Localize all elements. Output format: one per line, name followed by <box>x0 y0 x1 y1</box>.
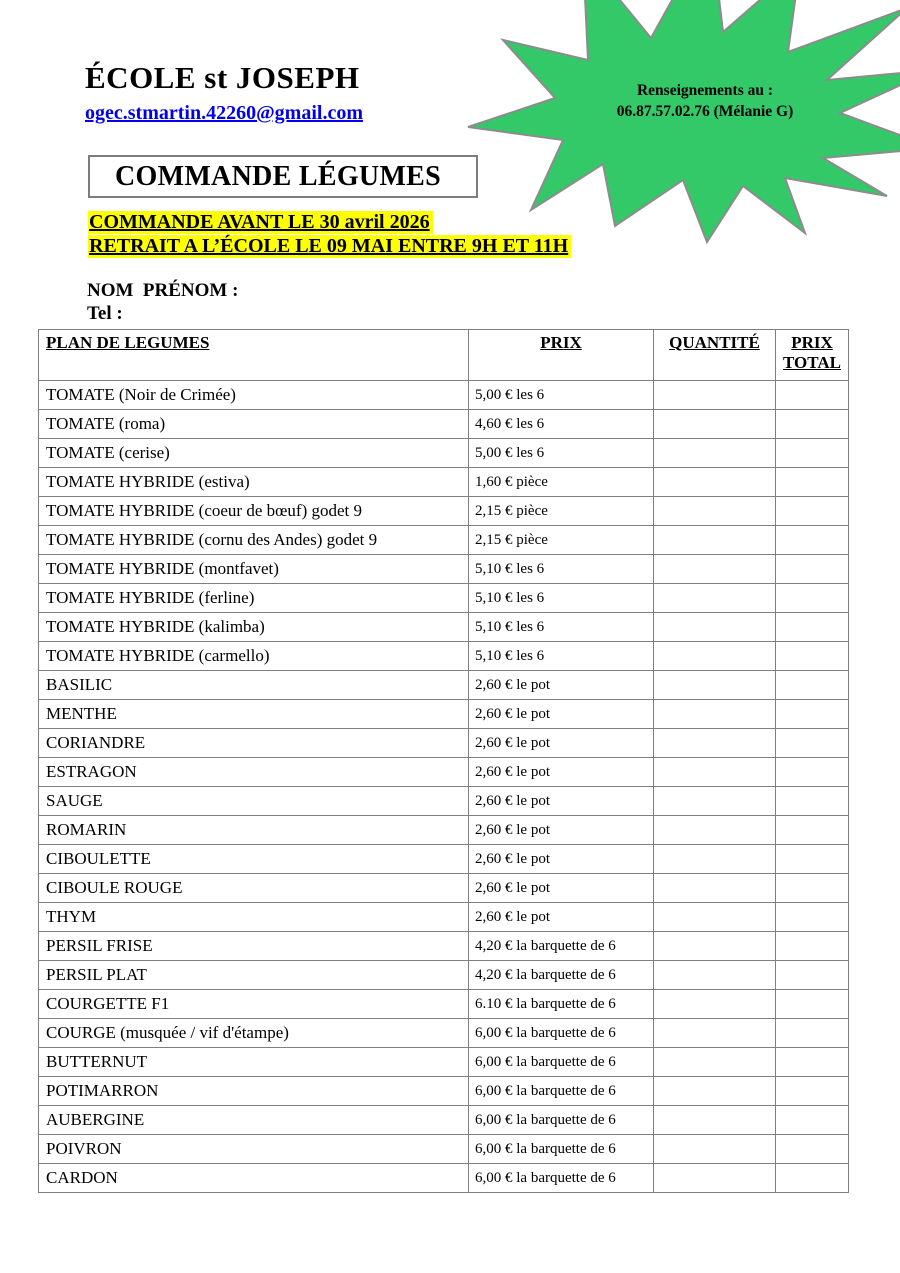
notice-line-pickup: RETRAIT A L’ÉCOLE LE 09 MAI ENTRE 9H ET 11H <box>88 234 571 258</box>
item-cell: TOMATE HYBRIDE (montfavet) <box>39 555 469 584</box>
item-cell: AUBERGINE <box>39 1106 469 1135</box>
page-title: ÉCOLE st JOSEPH <box>85 60 360 95</box>
total-cell <box>776 932 849 961</box>
table-row <box>39 584 849 613</box>
quantity-cell <box>654 845 776 874</box>
item-cell: BUTTERNUT <box>39 1048 469 1077</box>
quantity-cell <box>654 526 776 555</box>
header-plan-de-legumes: PLAN DE LEGUMES <box>39 330 469 381</box>
table-row <box>39 1135 849 1164</box>
order-table <box>38 329 849 1193</box>
table-row <box>39 990 849 1019</box>
price-cell: 2,15 € pièce <box>469 526 654 555</box>
quantity-cell <box>654 932 776 961</box>
table-row <box>39 700 849 729</box>
quantity-cell <box>654 903 776 932</box>
price-cell: 6,00 € la barquette de 6 <box>469 1048 654 1077</box>
total-cell <box>776 758 849 787</box>
quantity-cell <box>654 410 776 439</box>
total-cell <box>776 1106 849 1135</box>
quantity-cell <box>654 613 776 642</box>
price-cell: 2,60 € le pot <box>469 700 654 729</box>
total-cell <box>776 381 849 410</box>
price-cell: 6,00 € la barquette de 6 <box>469 1106 654 1135</box>
quantity-cell <box>654 439 776 468</box>
quantity-cell <box>654 1019 776 1048</box>
price-cell: 4,20 € la barquette de 6 <box>469 961 654 990</box>
name-field-label: NOM PRÉNOM : <box>87 280 239 301</box>
total-cell <box>776 410 849 439</box>
item-cell: COURGE (musquée / vif d'étampe) <box>39 1019 469 1048</box>
quantity-cell <box>654 584 776 613</box>
quantity-cell <box>654 816 776 845</box>
item-cell: SAUGE <box>39 787 469 816</box>
total-cell <box>776 497 849 526</box>
total-cell <box>776 903 849 932</box>
quantity-cell <box>654 729 776 758</box>
item-cell: TOMATE HYBRIDE (coeur de bœuf) godet 9 <box>39 497 469 526</box>
table-row <box>39 1164 849 1193</box>
quantity-cell <box>654 1164 776 1193</box>
order-notice <box>88 210 571 258</box>
total-cell <box>776 990 849 1019</box>
table-row <box>39 787 849 816</box>
quantity-cell <box>654 555 776 584</box>
table-row <box>39 903 849 932</box>
quantity-cell <box>654 1106 776 1135</box>
quantity-cell <box>654 381 776 410</box>
item-cell: CIBOULE ROUGE <box>39 874 469 903</box>
price-cell: 5,00 € les 6 <box>469 381 654 410</box>
total-cell <box>776 555 849 584</box>
item-cell: TOMATE (Noir de Crimée) <box>39 381 469 410</box>
header-prix: PRIX <box>469 330 654 381</box>
item-cell: TOMATE (cerise) <box>39 439 469 468</box>
price-cell: 2,60 € le pot <box>469 671 654 700</box>
total-cell <box>776 1135 849 1164</box>
price-cell: 5,10 € les 6 <box>469 555 654 584</box>
item-cell: PERSIL PLAT <box>39 961 469 990</box>
total-cell <box>776 1077 849 1106</box>
section-title-box: COMMANDE LÉGUMES <box>88 155 478 198</box>
table-row <box>39 468 849 497</box>
quantity-cell <box>654 700 776 729</box>
table-row <box>39 613 849 642</box>
total-cell <box>776 468 849 497</box>
header-quantite: QUANTITÉ <box>654 330 776 381</box>
price-cell: 5,10 € les 6 <box>469 584 654 613</box>
table-row <box>39 671 849 700</box>
contact-info-line1: Renseignements au : <box>636 82 774 99</box>
quantity-cell <box>654 758 776 787</box>
item-cell: TOMATE HYBRIDE (estiva) <box>39 468 469 497</box>
total-cell <box>776 671 849 700</box>
header-prix-total: PRIX TOTAL <box>776 330 849 381</box>
table-row <box>39 497 849 526</box>
total-cell <box>776 874 849 903</box>
total-cell <box>776 961 849 990</box>
total-cell <box>776 787 849 816</box>
price-cell: 2,60 € le pot <box>469 845 654 874</box>
table-header-row <box>39 330 849 381</box>
quantity-cell <box>654 671 776 700</box>
table-row <box>39 816 849 845</box>
item-cell: CORIANDRE <box>39 729 469 758</box>
table-row <box>39 961 849 990</box>
table-row <box>39 845 849 874</box>
item-cell: TOMATE HYBRIDE (kalimba) <box>39 613 469 642</box>
table-row <box>39 729 849 758</box>
quantity-cell <box>654 1077 776 1106</box>
table-row <box>39 1048 849 1077</box>
item-cell: TOMATE HYBRIDE (ferline) <box>39 584 469 613</box>
contact-info <box>575 80 835 122</box>
quantity-cell <box>654 642 776 671</box>
notice-line-deadline: COMMANDE AVANT LE 30 avril 2026 <box>88 210 571 234</box>
total-cell <box>776 816 849 845</box>
table-row <box>39 439 849 468</box>
price-cell: 2,60 € le pot <box>469 787 654 816</box>
price-cell: 4,20 € la barquette de 6 <box>469 932 654 961</box>
table-row <box>39 410 849 439</box>
item-cell: MENTHE <box>39 700 469 729</box>
price-cell: 1,60 € pièce <box>469 468 654 497</box>
quantity-cell <box>654 787 776 816</box>
table-row <box>39 555 849 584</box>
price-cell: 2,60 € le pot <box>469 903 654 932</box>
price-cell: 6,00 € la barquette de 6 <box>469 1164 654 1193</box>
table-row <box>39 381 849 410</box>
price-cell: 2,15 € pièce <box>469 497 654 526</box>
price-cell: 4,60 € les 6 <box>469 410 654 439</box>
price-cell: 5,10 € les 6 <box>469 642 654 671</box>
item-cell: TOMATE (roma) <box>39 410 469 439</box>
table-row <box>39 642 849 671</box>
price-cell: 2,60 € le pot <box>469 729 654 758</box>
item-cell: BASILIC <box>39 671 469 700</box>
table-row <box>39 874 849 903</box>
quantity-cell <box>654 1048 776 1077</box>
table-row <box>39 1106 849 1135</box>
total-cell <box>776 1164 849 1193</box>
email-link[interactable]: ogec.stmartin.42260@gmail.com <box>85 102 363 124</box>
total-cell <box>776 1019 849 1048</box>
price-cell: 2,60 € le pot <box>469 816 654 845</box>
total-cell <box>776 642 849 671</box>
item-cell: THYM <box>39 903 469 932</box>
quantity-cell <box>654 1135 776 1164</box>
item-cell: COURGETTE F1 <box>39 990 469 1019</box>
price-cell: 5,10 € les 6 <box>469 613 654 642</box>
quantity-cell <box>654 874 776 903</box>
quantity-cell <box>654 468 776 497</box>
quantity-cell <box>654 497 776 526</box>
contact-info-line2: 06.87.57.02.76 (Mélanie G) <box>616 103 794 120</box>
quantity-cell <box>654 961 776 990</box>
total-cell <box>776 439 849 468</box>
item-cell: ESTRAGON <box>39 758 469 787</box>
quantity-cell <box>654 990 776 1019</box>
item-cell: PERSIL FRISE <box>39 932 469 961</box>
price-cell: 2,60 € le pot <box>469 874 654 903</box>
item-cell: TOMATE HYBRIDE (carmello) <box>39 642 469 671</box>
table-row <box>39 526 849 555</box>
table-row <box>39 758 849 787</box>
table-row <box>39 1077 849 1106</box>
price-cell: 2,60 € le pot <box>469 758 654 787</box>
order-table-body <box>39 381 849 1193</box>
total-cell <box>776 1048 849 1077</box>
table-row <box>39 1019 849 1048</box>
total-cell <box>776 526 849 555</box>
item-cell: TOMATE HYBRIDE (cornu des Andes) godet 9 <box>39 526 469 555</box>
total-cell <box>776 584 849 613</box>
total-cell <box>776 613 849 642</box>
table-row <box>39 932 849 961</box>
tel-field-label: Tel : <box>87 303 123 324</box>
total-cell <box>776 845 849 874</box>
item-cell: POTIMARRON <box>39 1077 469 1106</box>
price-cell: 6,00 € la barquette de 6 <box>469 1077 654 1106</box>
price-cell: 5,00 € les 6 <box>469 439 654 468</box>
price-cell: 6.10 € la barquette de 6 <box>469 990 654 1019</box>
price-cell: 6,00 € la barquette de 6 <box>469 1135 654 1164</box>
total-cell <box>776 700 849 729</box>
item-cell: CIBOULETTE <box>39 845 469 874</box>
price-cell: 6,00 € la barquette de 6 <box>469 1019 654 1048</box>
item-cell: ROMARIN <box>39 816 469 845</box>
item-cell: POIVRON <box>39 1135 469 1164</box>
item-cell: CARDON <box>39 1164 469 1193</box>
total-cell <box>776 729 849 758</box>
